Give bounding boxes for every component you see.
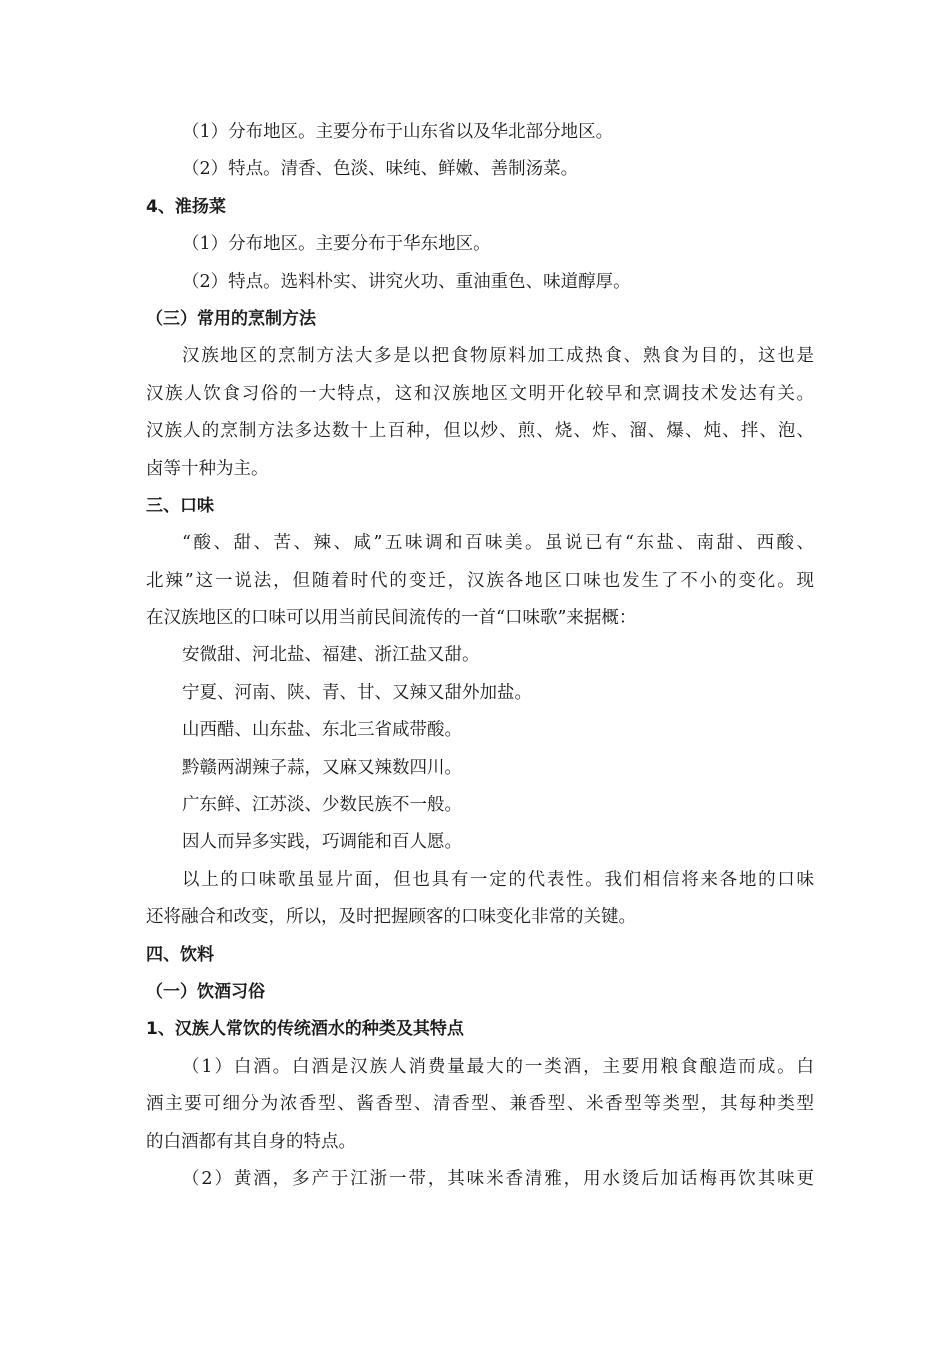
text-line: 北辣”这一说法，但随着时代的变迁，汉族各地区口味也发生了不小的变化。现 xyxy=(146,570,814,591)
text-line: 还将融合和改变，所以，及时把握顾客的口味变化非常的关键。 xyxy=(146,907,636,928)
text-line: 因人而异多实践，巧调能和百人愿。 xyxy=(182,832,462,853)
text-line: （1）白酒。白酒是汉族人消费量最大的一类酒，主要用粮食酿造而成。白 xyxy=(182,1056,814,1077)
text-line: 山西醋、山东盐、东北三省咸带酸。 xyxy=(182,720,462,741)
text-line: 汉族地区的烹制方法大多是以把食物原料加工成热食、熟食为目的，这也是 xyxy=(182,346,814,367)
text-line: 卤等十种为主。 xyxy=(146,458,269,479)
section-heading: （三）常用的烹制方法 xyxy=(146,308,316,329)
text-line: 酒主要可细分为浓香型、酱香型、清香型、兼香型、米香型等类型，其每种类型 xyxy=(146,1094,814,1115)
document-body xyxy=(146,114,814,1198)
text-line: （1）分布地区。主要分布于山东省以及华北部分地区。 xyxy=(182,122,614,142)
text-line: 汉族人的烹制方法多达数十上百种，但以炒、煎、烧、炸、溜、爆、炖、拌、泡、 xyxy=(146,421,814,442)
text-line: （2）特点。清香、色淡、味纯、鲜嫩、善制汤菜。 xyxy=(182,159,579,180)
text-line: 广东鲜、江苏淡、少数民族不一般。 xyxy=(182,795,462,816)
section-heading: （一）饮酒习俗 xyxy=(146,981,265,1002)
text-line: 的白酒都有其自身的特点。 xyxy=(146,1131,356,1152)
text-line: （2）特点。选料朴实、讲究火功、重油重色、味道醇厚。 xyxy=(182,271,631,292)
section-heading: 1、汉族人常饮的传统酒水的种类及其特点 xyxy=(146,1019,464,1040)
text-line: 以上的口味歌虽显片面，但也具有一定的代表性。我们相信将来各地的口味 xyxy=(182,869,814,890)
text-line: 黔赣两湖辣子蒜，又麻又辣数四川。 xyxy=(182,757,462,778)
text-line: 宁夏、河南、陕、青、甘、又辣又甜外加盐。 xyxy=(182,682,532,703)
section-heading: 三、口味 xyxy=(146,495,214,516)
section-heading: 四、饮料 xyxy=(146,944,214,965)
text-line: （1）分布地区。主要分布于华东地区。 xyxy=(182,234,491,255)
text-line: 安微甜、河北盐、福建、浙江盐又甜。 xyxy=(182,645,480,666)
text-line: （2）黄酒，多产于江浙一带，其味米香清雅，用水烫后加话梅再饮其味更 xyxy=(182,1168,814,1189)
section-heading: 4、淮扬菜 xyxy=(146,196,226,217)
text-line: 在汉族地区的口味可以用当前民间流传的一首“口味歌”来据概： xyxy=(146,608,637,629)
text-line: 汉族人饮食习俗的一大特点，这和汉族地区文明开化较早和烹调技术发达有关。 xyxy=(146,383,814,404)
text-line: “酸、甜、苦、辣、咸”五味调和百味美。虽说已有“东盐、南甜、西酸、 xyxy=(182,533,814,554)
